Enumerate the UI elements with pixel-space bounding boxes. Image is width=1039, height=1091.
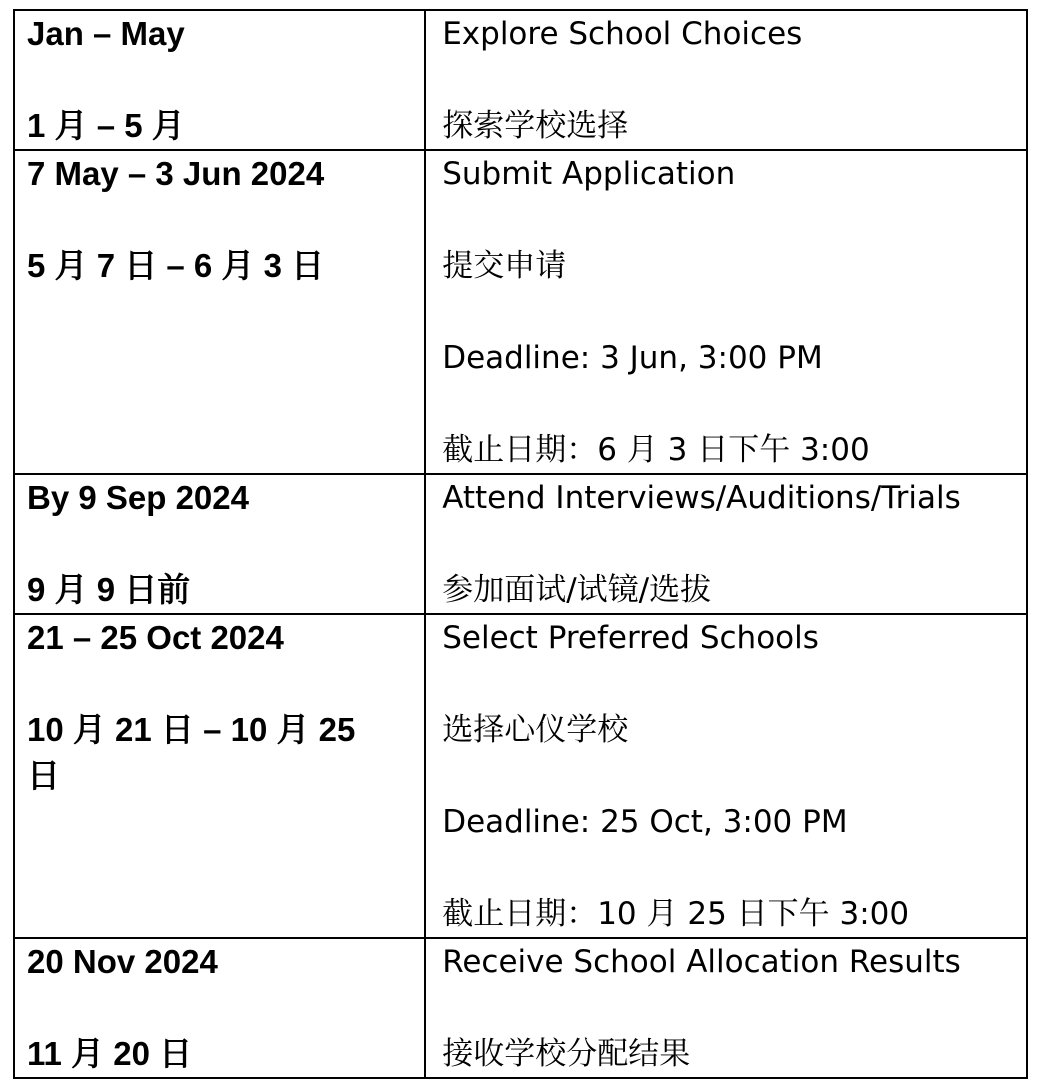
spacer [27,521,384,567]
step-zh: 提交申请 [442,248,567,284]
step-cell [425,474,1027,614]
date-zh: 11 月 20 日 [27,1035,193,1072]
date-cell [14,938,425,1078]
date-en: Jan – May [27,15,185,52]
date-en: 21 – 25 Oct 2024 [27,619,284,656]
spacer [442,661,1026,707]
date-cell [14,614,425,938]
deadline-zh: 截止日期：10 月 25 日下午 3:00 [442,896,910,932]
spacer [442,753,1026,799]
step-cell [425,10,1027,150]
step-zh: 探索学校选择 [442,108,629,144]
date-en: By 9 Sep 2024 [27,479,249,516]
date-en: 20 Nov 2024 [27,943,218,980]
step-en: Receive School Allocation Results [442,944,961,980]
step-en: Explore School Choices [442,16,803,52]
step-zh: 接收学校分配结果 [442,1036,691,1072]
deadline-zh: 截止日期：6 月 3 日下午 3:00 [442,432,870,468]
table-row [14,938,1027,1078]
date-en: 7 May – 3 Jun 2024 [27,155,325,192]
date-zh: 10 月 21 日 – 10 月 25 日 [27,711,356,794]
spacer [27,57,384,103]
timeline-table [13,9,1028,1079]
step-en: Select Preferred Schools [442,620,819,656]
deadline-en: Deadline: 3 Jun, 3:00 PM [442,340,823,376]
spacer [442,845,1026,891]
spacer [442,57,1026,103]
spacer [27,985,384,1031]
step-en: Attend Interviews/Auditions/Trials [442,480,961,516]
spacer [27,197,384,243]
date-zh: 5 月 7 日 – 6 月 3 日 [27,247,325,284]
spacer [27,661,384,707]
step-zh: 参加面试/试镜/选拔 [442,572,712,608]
spacer [442,381,1026,427]
table-row [14,150,1027,474]
date-zh: 1 月 – 5 月 [27,107,185,144]
step-cell [425,614,1027,938]
spacer [442,521,1026,567]
date-cell [14,10,425,150]
table-row [14,614,1027,938]
spacer [442,197,1026,243]
step-cell [425,938,1027,1078]
spacer [442,985,1026,1031]
date-cell [14,474,425,614]
deadline-en: Deadline: 25 Oct, 3:00 PM [442,804,848,840]
step-cell [425,150,1027,474]
table-row [14,10,1027,150]
date-zh: 9 月 9 日前 [27,571,191,608]
step-en: Submit Application [442,156,736,192]
table-row [14,474,1027,614]
date-cell [14,150,425,474]
spacer [442,289,1026,335]
step-zh: 选择心仪学校 [442,712,629,748]
